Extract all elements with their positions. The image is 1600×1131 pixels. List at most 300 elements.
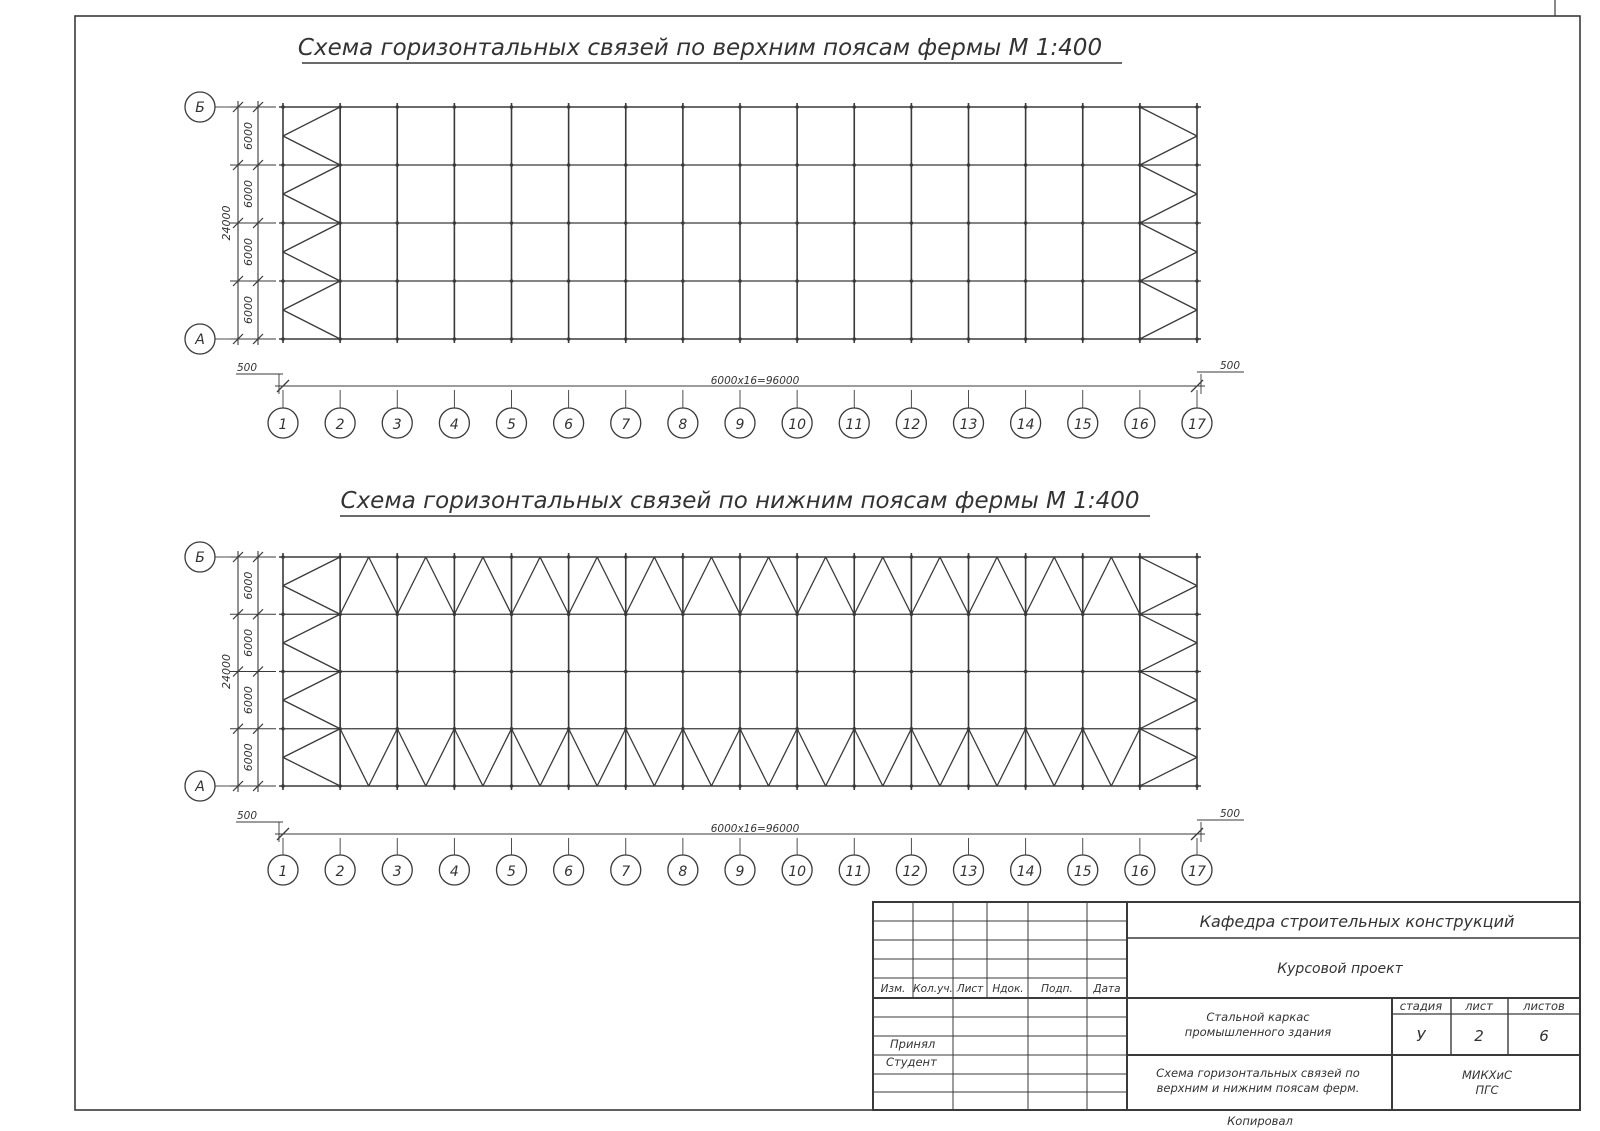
bracing-diagonal	[283, 700, 340, 729]
axis-label-column: 1	[278, 417, 288, 433]
node-dot	[681, 784, 685, 788]
edge-bracing-diagonal	[483, 557, 512, 614]
node-dot	[738, 784, 742, 788]
bottom-scheme	[185, 488, 1244, 885]
axis-label-column: 11	[845, 417, 864, 433]
span-dim-text: 6000x16=96000	[710, 375, 800, 387]
node-dot	[510, 784, 514, 788]
node-dot	[681, 670, 685, 674]
axis-label-column: 14	[1016, 864, 1035, 880]
header-data: Дата	[1093, 983, 1121, 995]
node-dot	[395, 279, 399, 283]
edge-bracing-diagonal	[769, 729, 798, 786]
edge-bracing-diagonal	[512, 729, 541, 786]
axis-label-column: 12	[902, 417, 921, 433]
bracing-diagonal	[283, 281, 340, 310]
bracing-diagonal	[1140, 252, 1197, 281]
bracing-diagonal	[283, 757, 340, 786]
node-dot	[681, 337, 685, 341]
node-dot	[967, 279, 971, 283]
node-dot	[281, 163, 285, 167]
node-dot	[1195, 221, 1199, 225]
copied-label: Копировал	[1227, 1114, 1293, 1128]
node-dot	[624, 670, 628, 674]
edge-bracing-diagonal	[483, 729, 512, 786]
sheet-label: лист	[1465, 999, 1493, 1013]
axis-label-column: 4	[449, 417, 459, 433]
bracing-diagonal	[283, 194, 340, 223]
bracing-diagonal	[1140, 643, 1197, 672]
sheets-value: 6	[1539, 1027, 1549, 1045]
bracing-diagonal	[1140, 586, 1197, 615]
node-dot	[852, 337, 856, 341]
node-dot	[281, 555, 285, 559]
axis-label-column: 5	[507, 417, 516, 433]
node-dot	[395, 163, 399, 167]
node-dot	[738, 105, 742, 109]
top-scheme-title: Схема горизонтальных связей по верхним поясам фермы М 1:400	[297, 35, 1103, 61]
bracing-diagonal	[1140, 223, 1197, 252]
node-dot	[510, 670, 514, 674]
edge-bracing-diagonal	[454, 557, 483, 614]
node-dot	[395, 105, 399, 109]
axis-label-row-top: Б	[195, 550, 205, 566]
stage-value: У	[1416, 1027, 1426, 1045]
edge-bracing-diagonal	[683, 557, 712, 614]
subject-line-2: промышленного здания	[1184, 1025, 1332, 1039]
node-dot	[1081, 555, 1085, 559]
node-dot	[1195, 727, 1199, 731]
node-dot	[795, 279, 799, 283]
bay-dim-text: 6000	[242, 180, 255, 208]
bracing-diagonal	[283, 165, 340, 194]
bracing-diagonal	[283, 310, 340, 339]
node-dot	[567, 555, 571, 559]
node-dot	[510, 163, 514, 167]
header-ndok: Ндок.	[992, 983, 1024, 995]
axis-label-column: 10	[788, 417, 807, 433]
node-dot	[567, 221, 571, 225]
node-dot	[453, 784, 457, 788]
bracing-diagonal	[1140, 729, 1197, 758]
axis-label-column: 1	[278, 864, 288, 880]
drawing-name-line-1: Схема горизонтальных связей по	[1156, 1066, 1360, 1080]
node-dot	[967, 784, 971, 788]
edge-bracing-diagonal	[654, 557, 683, 614]
bracing-diagonal	[1140, 700, 1197, 729]
edge-bracing-diagonal	[426, 557, 455, 614]
node-dot	[681, 163, 685, 167]
edge-bracing-diagonal	[340, 729, 369, 786]
node-dot	[567, 163, 571, 167]
node-dot	[852, 279, 856, 283]
bracing-diagonal	[283, 252, 340, 281]
axis-label-column: 8	[678, 417, 688, 433]
node-dot	[852, 105, 856, 109]
edge-bracing-diagonal	[1054, 729, 1083, 786]
node-dot	[453, 337, 457, 341]
axis-label-column: 15	[1073, 417, 1092, 433]
bracing-diagonal	[1140, 194, 1197, 223]
node-dot	[1081, 337, 1085, 341]
edge-bracing-diagonal	[711, 557, 740, 614]
node-dot	[510, 221, 514, 225]
node-dot	[795, 670, 799, 674]
header-list: Лист	[956, 983, 984, 995]
node-dot	[681, 279, 685, 283]
node-dot	[795, 105, 799, 109]
bracing-diagonal	[1140, 557, 1197, 586]
axis-label-column: 17	[1188, 417, 1206, 433]
edge-bracing-diagonal	[883, 557, 912, 614]
node-dot	[1195, 105, 1199, 109]
bracing-diagonal	[283, 223, 340, 252]
node-dot	[795, 337, 799, 341]
node-dot	[567, 279, 571, 283]
bracing-diagonal	[283, 614, 340, 643]
node-dot	[852, 784, 856, 788]
edge-bracing-diagonal	[397, 729, 426, 786]
axis-label-column: 3	[392, 417, 402, 433]
node-dot	[738, 279, 742, 283]
drawing-name-line-2: верхним и нижним поясам ферм.	[1156, 1081, 1360, 1095]
bay-dim-text: 6000	[242, 296, 255, 324]
offset-left-text: 500	[236, 362, 258, 374]
bay-dim-text: 6000	[242, 122, 255, 150]
revision-table	[873, 902, 1127, 1110]
subject-line-1: Стальной каркас	[1206, 1010, 1310, 1024]
node-dot	[1195, 670, 1199, 674]
node-dot	[967, 670, 971, 674]
node-dot	[281, 105, 285, 109]
node-dot	[967, 163, 971, 167]
node-dot	[910, 105, 914, 109]
offset-right-text: 500	[1219, 808, 1241, 820]
node-dot	[1081, 279, 1085, 283]
axis-label-column: 5	[507, 864, 516, 880]
node-dot	[624, 105, 628, 109]
node-dot	[567, 105, 571, 109]
node-dot	[510, 337, 514, 341]
edge-bracing-diagonal	[997, 557, 1026, 614]
edge-bracing-diagonal	[797, 557, 826, 614]
node-dot	[795, 555, 799, 559]
edge-bracing-diagonal	[854, 729, 883, 786]
bracing-diagonal	[283, 107, 340, 136]
edge-bracing-diagonal	[1111, 729, 1140, 786]
edge-bracing-diagonal	[426, 729, 455, 786]
node-dot	[624, 337, 628, 341]
overall-dim-text: 24000	[220, 205, 233, 241]
bracing-diagonal	[1140, 281, 1197, 310]
axis-label-column: 13	[959, 864, 978, 880]
edge-bracing-diagonal	[740, 729, 769, 786]
axis-label-column: 7	[621, 417, 631, 433]
bay-dim-text: 6000	[242, 238, 255, 266]
node-dot	[795, 163, 799, 167]
edge-bracing-diagonal	[940, 729, 969, 786]
node-dot	[1195, 612, 1199, 616]
edge-bracing-diagonal	[569, 729, 598, 786]
accepted-label: Принял	[890, 1037, 936, 1051]
node-dot	[910, 784, 914, 788]
node-dot	[910, 221, 914, 225]
edge-bracing-diagonal	[569, 557, 598, 614]
node-dot	[395, 221, 399, 225]
axis-label-column: 8	[678, 864, 688, 880]
edge-bracing-diagonal	[969, 557, 998, 614]
edge-bracing-diagonal	[911, 729, 940, 786]
axis-label-column: 16	[1130, 417, 1149, 433]
node-dot	[681, 221, 685, 225]
axis-label-column: 7	[621, 864, 631, 880]
node-dot	[1024, 105, 1028, 109]
axis-label-row-bottom: А	[195, 332, 205, 348]
edge-bracing-diagonal	[597, 729, 626, 786]
axis-label-column: 3	[392, 864, 402, 880]
node-dot	[624, 221, 628, 225]
bracing-diagonal	[1140, 165, 1197, 194]
axis-label-column: 4	[449, 864, 459, 880]
edge-bracing-diagonal	[854, 557, 883, 614]
node-dot	[510, 279, 514, 283]
bay-dim-text: 6000	[242, 571, 255, 600]
node-dot	[1195, 784, 1199, 788]
bracing-diagonal	[283, 672, 340, 701]
node-dot	[281, 612, 285, 616]
title-block-text	[881, 912, 1565, 1128]
bracing-diagonal	[1140, 136, 1197, 165]
bracing-diagonal	[283, 557, 340, 586]
node-dot	[567, 670, 571, 674]
edge-bracing-diagonal	[969, 729, 998, 786]
edge-bracing-diagonal	[369, 729, 398, 786]
header-kol-uch: Кол.уч.	[913, 983, 953, 995]
sheet-frame	[75, 16, 1580, 1110]
axis-label-column: 16	[1130, 864, 1149, 880]
edge-bracing-diagonal	[1083, 729, 1112, 786]
bottom-scheme-grid	[279, 553, 1201, 790]
node-dot	[453, 163, 457, 167]
node-dot	[281, 727, 285, 731]
edge-bracing-diagonal	[1026, 729, 1055, 786]
node-dot	[1081, 670, 1085, 674]
node-dot	[395, 784, 399, 788]
edge-bracing-diagonal	[369, 557, 398, 614]
node-dot	[395, 670, 399, 674]
axis-label-column: 14	[1016, 417, 1035, 433]
sheets-label: листов	[1523, 999, 1565, 1013]
node-dot	[1024, 784, 1028, 788]
bottom-scheme-title: Схема горизонтальных связей по нижним поясам фермы М 1:400	[340, 488, 1140, 514]
node-dot	[453, 221, 457, 225]
bracing-diagonal	[283, 643, 340, 672]
edge-bracing-diagonal	[454, 729, 483, 786]
top-scheme-axis-markers	[268, 390, 1212, 438]
stage-label: стадия	[1399, 999, 1443, 1013]
edge-bracing-diagonal	[512, 557, 541, 614]
node-dot	[453, 670, 457, 674]
node-dot	[1195, 279, 1199, 283]
axis-label-column: 9	[735, 417, 745, 433]
bay-dim-text: 6000	[242, 628, 255, 657]
node-dot	[738, 555, 742, 559]
department-name: Кафедра строительных конструкций	[1199, 912, 1515, 931]
node-dot	[395, 555, 399, 559]
node-dot	[281, 337, 285, 341]
node-dot	[681, 105, 685, 109]
node-dot	[1195, 555, 1199, 559]
node-dot	[1081, 784, 1085, 788]
edge-bracing-diagonal	[1026, 557, 1055, 614]
node-dot	[567, 784, 571, 788]
node-dot	[910, 163, 914, 167]
node-dot	[281, 221, 285, 225]
axis-label-column: 17	[1188, 864, 1206, 880]
node-dot	[1195, 337, 1199, 341]
node-dot	[852, 163, 856, 167]
node-dot	[1081, 163, 1085, 167]
node-dot	[1024, 337, 1028, 341]
axis-label-column: 10	[788, 864, 807, 880]
bracing-diagonal	[1140, 310, 1197, 339]
node-dot	[967, 221, 971, 225]
node-dot	[738, 337, 742, 341]
edge-bracing-diagonal	[1054, 557, 1083, 614]
org-line-2: ПГС	[1475, 1083, 1499, 1097]
axis-label-row-bottom: А	[195, 779, 205, 795]
node-dot	[453, 279, 457, 283]
node-dot	[738, 221, 742, 225]
edge-bracing-diagonal	[1083, 557, 1112, 614]
bracing-diagonal	[1140, 757, 1197, 786]
node-dot	[510, 105, 514, 109]
bay-dim-text: 6000	[242, 686, 255, 715]
top-scheme-grid	[279, 103, 1201, 343]
node-dot	[852, 555, 856, 559]
sheet-value: 2	[1474, 1027, 1484, 1045]
node-dot	[738, 670, 742, 674]
node-dot	[967, 105, 971, 109]
offset-right-text: 500	[1219, 360, 1241, 372]
edge-bracing-diagonal	[826, 729, 855, 786]
node-dot	[738, 163, 742, 167]
top-scheme	[185, 35, 1244, 438]
node-dot	[1024, 555, 1028, 559]
bay-dim-text: 6000	[242, 743, 255, 772]
node-dot	[795, 221, 799, 225]
edge-bracing-diagonal	[940, 557, 969, 614]
bracing-diagonal	[1140, 614, 1197, 643]
node-dot	[624, 784, 628, 788]
bottom-scheme-dimensions	[185, 542, 1244, 842]
node-dot	[1024, 279, 1028, 283]
node-dot	[1081, 105, 1085, 109]
axis-label-column: 2	[335, 417, 345, 433]
edge-bracing-diagonal	[683, 729, 712, 786]
bracing-diagonal	[283, 586, 340, 615]
node-dot	[910, 337, 914, 341]
node-dot	[624, 163, 628, 167]
axis-label-column: 13	[959, 417, 978, 433]
node-dot	[1195, 163, 1199, 167]
node-dot	[453, 555, 457, 559]
node-dot	[852, 221, 856, 225]
node-dot	[1081, 221, 1085, 225]
node-dot	[795, 784, 799, 788]
node-dot	[967, 555, 971, 559]
node-dot	[852, 670, 856, 674]
org-line-1: МИКХиС	[1461, 1068, 1513, 1082]
edge-bracing-diagonal	[997, 729, 1026, 786]
edge-bracing-diagonal	[797, 729, 826, 786]
edge-bracing-diagonal	[626, 729, 655, 786]
header-podp: Подп.	[1041, 983, 1073, 995]
axis-label-column: 11	[845, 864, 864, 880]
node-dot	[624, 555, 628, 559]
axis-label-row-top: Б	[195, 100, 205, 116]
axis-label-column: 6	[564, 417, 574, 433]
node-dot	[910, 670, 914, 674]
node-dot	[1024, 163, 1028, 167]
edge-bracing-diagonal	[626, 557, 655, 614]
axis-label-column: 2	[335, 864, 345, 880]
edge-bracing-diagonal	[911, 557, 940, 614]
edge-bracing-diagonal	[340, 557, 369, 614]
project-type: Курсовой проект	[1277, 961, 1403, 977]
node-dot	[510, 555, 514, 559]
edge-bracing-diagonal	[540, 557, 569, 614]
offset-left-text: 500	[236, 810, 258, 822]
node-dot	[681, 555, 685, 559]
node-dot	[910, 279, 914, 283]
edge-bracing-diagonal	[654, 729, 683, 786]
node-dot	[281, 784, 285, 788]
edge-bracing-diagonal	[597, 557, 626, 614]
node-dot	[395, 337, 399, 341]
bracing-diagonal	[1140, 107, 1197, 136]
node-dot	[281, 279, 285, 283]
edge-bracing-diagonal	[769, 557, 798, 614]
top-scheme-dimensions	[185, 92, 1244, 394]
header-izm: Изм.	[880, 983, 906, 995]
axis-label-column: 15	[1073, 864, 1092, 880]
node-dot	[281, 670, 285, 674]
edge-bracing-diagonal	[883, 729, 912, 786]
span-dim-text: 6000x16=96000	[710, 823, 800, 835]
edge-bracing-diagonal	[740, 557, 769, 614]
node-dot	[910, 555, 914, 559]
student-label: Студент	[886, 1055, 937, 1069]
axis-label-column: 12	[902, 864, 921, 880]
node-dot	[1024, 221, 1028, 225]
bracing-diagonal	[283, 729, 340, 758]
node-dot	[453, 105, 457, 109]
bracing-diagonal	[283, 136, 340, 165]
overall-dim-text: 24000	[220, 654, 233, 689]
edge-bracing-diagonal	[826, 557, 855, 614]
edge-bracing-diagonal	[540, 729, 569, 786]
node-dot	[567, 337, 571, 341]
bracing-diagonal	[1140, 672, 1197, 701]
bottom-scheme-axis-markers	[268, 838, 1212, 885]
node-dot	[624, 279, 628, 283]
node-dot	[1024, 670, 1028, 674]
axis-label-column: 9	[735, 864, 745, 880]
axis-label-column: 6	[564, 864, 574, 880]
edge-bracing-diagonal	[1111, 557, 1140, 614]
edge-bracing-diagonal	[711, 729, 740, 786]
